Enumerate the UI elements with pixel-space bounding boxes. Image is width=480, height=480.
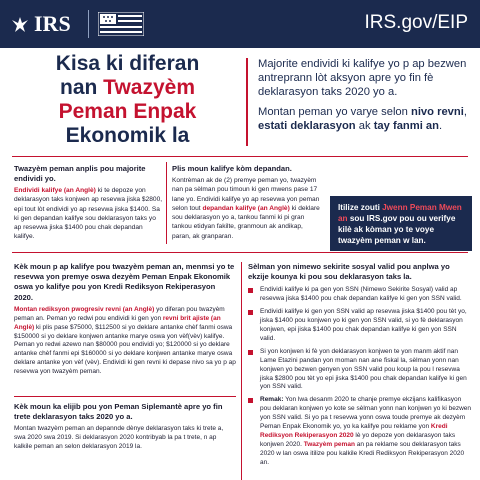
section-divider xyxy=(12,156,468,157)
section-body-text: yo diferan pou twazyèm peman an. Peman yo redwi pou endividi ki gen yon xyxy=(14,305,225,322)
section-body-text: Kontrèman ak de (2) premye peman yo, twazyèm nan pa sèlman pou timoun ki gen mwens pase 17 lane yo. Endividi kalifye yo ap resevwa yon peman selon tout xyxy=(172,177,320,212)
section-body xyxy=(14,186,164,242)
intro-p2-end: . xyxy=(438,120,443,132)
list-item-text-2: lè yo depoze yon deklarasyon taks konjwen 2020. xyxy=(260,432,456,448)
list-item-text: Si yon konjwen ki fè yon deklarasyon konjwen te yon manm aktif nan Lame Etazini pandan yon moman nan ane fiskal la, sèlman yonn nan konjwen yo bezwen genyen yon SSN valid pou koup la pou l resevwa jiska $2800 pou tèt yo epi jiska $1400 pou chak depandan kalifye ki gen yon SSN valid. xyxy=(260,347,467,391)
recovery-rebate-credit-link[interactable]: Kredi Rediksyon Rekiperasyon 2020 xyxy=(260,423,448,439)
title-line-2 xyxy=(20,76,235,100)
intro-p2-bold-3: tay fanmi an xyxy=(373,120,439,132)
title-line-2-plain: nan xyxy=(60,76,104,99)
page-header xyxy=(0,0,480,48)
bullet-square-icon xyxy=(248,398,253,403)
third-payment-highlight: Twazyèm peman xyxy=(303,440,355,448)
section-heading: Kèk moun p ap kalifye pou twazyèm peman an, menmsi yo te resevwa yon premye oswa dezyèm Peman Enpak Ekonomik oswa yo kalifye pou yon Kredi Rediksyon Rekiperasyon 2020. xyxy=(14,262,235,302)
intro-paragraph-1: Majorite endividi ki kalifye yo p ap bezwen antreprann lòt aksyon apre yo fin fè deklarasyon taks 2020 yo a. xyxy=(258,58,467,98)
bullet-square-icon xyxy=(248,288,253,293)
ssn-bullet-list xyxy=(248,286,472,467)
section-body xyxy=(172,176,320,241)
get-my-payment-link[interactable]: Jwenn Peman Mwen an xyxy=(338,203,462,223)
section-divider xyxy=(12,252,468,253)
section-body: Montan twazyèm peman an depannde dènye deklarasyon taks ki trete a, swa 2020 swa 2019. Si deklarasyon 2020 kontribyab la pa t trete, n ap kalkile peman an selon deklarasyon 2019 la. xyxy=(14,425,224,451)
note-label: Remak: xyxy=(260,396,284,404)
list-item xyxy=(248,308,472,344)
header-divider xyxy=(88,10,89,38)
column-divider xyxy=(241,262,242,480)
section-plus-up-payment xyxy=(14,402,236,452)
section-body-text-2: ki deklare sou deklarasyon yo a, tankou fanmi ki pi gran tankou etidyan fakilte, granmoun ak andikap, paran, ak granparan. xyxy=(172,204,320,240)
list-item-text: Yon lwa desanm 2020 te chanje premye ekzijans kalifikasyon pou deklaran konjwen yo kote se sèlman yonn nan konjwen yo ki bezwen yon SSN valid. Si yo pa t resevwa yonn oswa toude premye ak dezyèm Peman Enpak Ekonomik yo, yo ka kalifye pou reklame yon xyxy=(260,396,472,431)
irs-logo: IRS xyxy=(34,11,71,36)
callout-text-2: sou IRS.gov pou ou verifye kilè ak kòman yo te voye twazyèm peman w lan. xyxy=(338,214,456,245)
section-body-text-2: ki plis pase $75000, $112500 si yo deklare antanke chèf fanmi oswa $150000 si yo deklare konjwen antanke marye oswa yon vèf(vèv) kalifye. Peman yo redwi azewo nan $80000 pou endividi yo; $120000 si yo deklare antanke chèf fanmi epi $160000 si yo deklare konjwen antanke marye oswa deklare antanke yon vèf (vèv). Endividi ki gen revni ki depase nivo sa yo p ap resevwa yon twazyèm peman. xyxy=(14,323,236,376)
section-dependents xyxy=(172,164,320,241)
eligible-individuals-link[interactable]: Endividi kalifye (an Anglè) xyxy=(14,187,96,194)
intro-p2-mid: , xyxy=(463,106,467,118)
title-line-2-red: Twazyèm xyxy=(103,76,195,99)
section-ssn-requirement xyxy=(248,262,472,472)
callout-text-1: Itilize zouti xyxy=(338,203,383,212)
get-my-payment-callout xyxy=(330,196,472,251)
page-title xyxy=(20,52,235,148)
title-line-4: Ekonomik la xyxy=(65,124,190,147)
intro-p2-plain-2: ak xyxy=(355,120,374,132)
title-line-1: Kisa ki diferan xyxy=(55,52,200,75)
treasury-flag-icon xyxy=(98,12,144,36)
list-item xyxy=(248,286,472,304)
agi-link[interactable]: revni brit ajiste (an Anglè) xyxy=(14,314,221,331)
section-body-text: ki te depoze yon deklarasyon taks konjwen ap resevwa jiska $2800, epi tout lòt endividi yo ap resevwa jiska $1400. Sa ki gen depandan kalifye sou deklarasyon taks yo ap resevwa jiska $1400 pou chak depandan kalifye. xyxy=(14,187,163,241)
list-item xyxy=(248,396,472,467)
section-heading: Twazyèm peman anplis pou majorite endividi yo. xyxy=(14,164,146,183)
qualifying-dependents-link[interactable]: depandan kalifye (an Anglè) xyxy=(202,204,290,212)
section-body xyxy=(14,306,236,377)
column-divider xyxy=(166,162,167,244)
intro-paragraph-2 xyxy=(258,105,472,133)
title-divider xyxy=(246,58,248,146)
section-heading: Kèk moun ka elijib pou yon Peman Siplemantè apre yo fin trete deklarasyon taks 2020 yo a. xyxy=(14,402,223,422)
callout-text xyxy=(338,202,464,246)
section-heading: Sèlman yon nimewo sekirite sosyal valid pou anplwa yo ekzije kounya ki pou sou deklarasyon taks la. xyxy=(248,262,450,282)
site-url[interactable]: IRS.gov/EIP xyxy=(364,12,468,33)
intro-text xyxy=(258,57,472,139)
intro-p2-bold-1: nivo revni xyxy=(410,106,464,118)
intro-p2-bold-2: estati deklarasyon xyxy=(258,120,356,132)
bullet-square-icon xyxy=(248,350,253,355)
section-third-payment xyxy=(14,164,164,242)
section-divider xyxy=(14,396,236,397)
list-item-text: Endividi kalifye ki pa gen yon SSN (Nimewo Sekirite Sosyal) valid ap resevwa jiska $1400 pou chak depandan kalifye ki gen yon SSN valid. xyxy=(260,286,462,303)
irs-eagle-icon xyxy=(10,14,30,34)
section-not-eligible xyxy=(14,262,236,377)
section-heading: Plis moun kalifye kòm depandan. xyxy=(172,164,292,173)
bullet-square-icon xyxy=(248,310,253,315)
list-item xyxy=(248,348,472,393)
intro-p2-plain: Montan peman yo varye selon xyxy=(258,106,411,118)
title-line-3: Peman Enpak xyxy=(58,100,197,123)
list-item-text: Endividi kalifye ki gen yon SSN valid ap resevwa jiska $1400 pou tèt yo, jiska $1400 pou konjwen yo ki gen yon SSN valid, si yo fè deklarasyon konjwen, epi jiska $1400 pou chak depandan kalifye ki gen yon SSN valid. xyxy=(260,308,467,342)
list-item-text-3: an pa reklame sou deklarasyon taks 2020 w lan oswa itilize pou kalkile Kredi Rediksyon Rekiperasyon 2020 an. xyxy=(260,440,465,466)
income-phase-out-link[interactable]: Montan rediksyon pwogresiv revni (an Anglè) xyxy=(14,305,155,313)
